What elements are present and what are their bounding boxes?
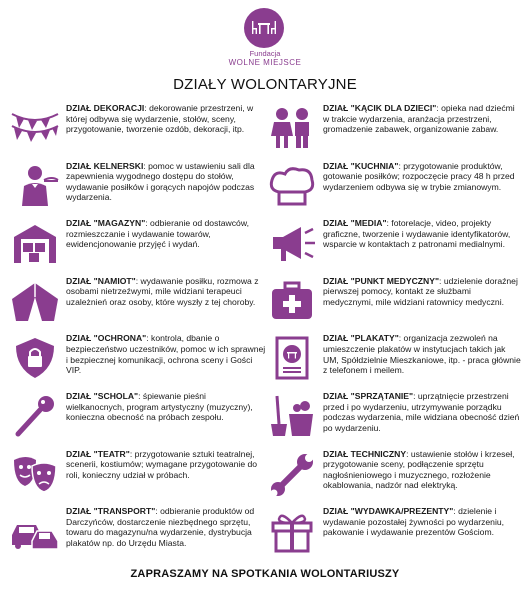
department-name: DZIAŁ "TEATR": [66, 448, 130, 459]
department-description: [323, 506, 523, 538]
department-desc: : przygotowanie produktów, gotowanie posiłków; rozpoczęcie pracy 48 h przed wydarzeniem odbywa się w trybie zmianowym.: [323, 160, 515, 192]
shield-lock-icon: [10, 336, 60, 380]
department-description: [323, 276, 523, 308]
gift-icon: [267, 509, 317, 553]
waiter-icon: [10, 164, 60, 208]
department-desc: : uprzątnięcie przestrzeni przed i po wydarzeniu, utrzymywanie porządku podczas wydarzenia, mile widziana obecność dzień po wydarzeniu.: [323, 390, 520, 433]
department-desc: : opieka nad dziećmi w trakcie wydarzenia, aranżacja przestrzeni, gromadzenie zabawek, organizowanie zabaw.: [323, 103, 515, 135]
department-description: [66, 391, 266, 423]
department-description: [66, 333, 266, 375]
department-desc: : dzielenie i wydawanie pozostałej żywności po wydarzeniu, pakowanie i wydawanie prezentów Gościom.: [323, 506, 505, 538]
department-desc: : dekorowanie przestrzeni, w której odbywa się wydarzenie, stołów, sceny, przygotowanie, tworzenie ozdób, dekoracji, itp.: [66, 103, 254, 135]
foundation-logo: [244, 8, 284, 48]
page-title: DZIAŁY WOLONTARYJNE: [173, 76, 357, 93]
tent-icon: [10, 279, 60, 323]
department-item: [8, 275, 270, 333]
cleaning-icon: [267, 394, 317, 438]
poster-icon: [267, 336, 317, 380]
first-aid-icon: [267, 279, 317, 323]
department-item: [8, 102, 270, 160]
department-item: [8, 505, 270, 563]
department-name: DZIAŁ "MAGAZYN": [66, 218, 146, 229]
table-chairs-icon: [244, 8, 284, 48]
department-item: [8, 332, 270, 390]
department-desc: : kontrola, dbanie o bezpieczeństwo uczestników, pomoc w ich sprawnej i bezpiecznej komunikacji, ochrona sceny i Gości VIP.: [66, 333, 266, 376]
bunting-icon: [10, 106, 60, 150]
department-desc: : wydawanie posiłku, rozmowa z osobami nietrzeźwymi, mile widziani terapeuci uzależnień oraz osoby, które wyszły z tej choroby.: [66, 275, 259, 307]
department-desc: : odbieranie od dostawców, rozmieszczanie i wydawanie towarów, ewidencjonowanie przyjęć i wydań.: [66, 218, 249, 250]
department-name: DZIAŁ TECHNICZNY: [323, 448, 407, 459]
department-item: [8, 390, 270, 448]
org-name-line1: Fundacja: [249, 49, 281, 58]
department-description: [66, 506, 266, 548]
department-description: [66, 449, 266, 481]
department-name: DZIAŁ "NAMIOT": [66, 275, 136, 286]
department-item: [265, 448, 527, 506]
wrench-icon: [267, 452, 317, 496]
department-name: DZIAŁ "SPRZĄTANIE": [323, 390, 414, 401]
department-description: [323, 449, 523, 491]
department-name: DZIAŁ "TRANSPORT": [66, 506, 156, 517]
department-desc: : organizacja zezwoleń na umieszczenie plakatów w instytucjach takich jak UM, Spółdzielnie Mieszkaniowe, itp. - praca głównie z telefonem i meilem.: [323, 333, 521, 376]
department-item: [265, 390, 527, 448]
department-name: DZIAŁ "SCHOLA": [66, 390, 139, 401]
cars-icon: [10, 509, 60, 553]
department-name: DZIAŁ "PUNKT MEDYCZNY": [323, 275, 440, 286]
department-description: [323, 218, 523, 250]
department-desc: : udzielenie doraźnej pierwszej pomocy, kontakt ze służbami medycznymi, mile widziani ratownicy medyczni.: [323, 275, 518, 307]
department-desc: : śpiewanie pieśni wielkanocnych, program artystyczny (muzyczny), konieczna obecność na próbach zespołu.: [66, 390, 253, 423]
department-description: [66, 276, 266, 308]
department-item: [8, 217, 270, 275]
org-name-line2: WOLNE MIEJSCE: [228, 58, 302, 67]
department-name: DZIAŁ "PLAKATY": [323, 333, 399, 344]
department-desc: : fotorelacje, video, projekty graficzne, tworzenie i wydawanie identyfikatorów, wsparcie w kontaktach z patronami medialnymi.: [323, 218, 511, 250]
department-item: [8, 160, 270, 218]
department-item: [265, 102, 527, 160]
department-item: [265, 217, 527, 275]
department-item: [265, 160, 527, 218]
department-description: [323, 161, 523, 193]
department-name: DZIAŁ "MEDIA": [323, 218, 387, 229]
department-name: DZIAŁ "KUCHNIA": [323, 160, 399, 171]
departments-right-column: [265, 102, 527, 563]
department-item: [265, 275, 527, 333]
chef-hat-icon: [267, 164, 317, 208]
department-description: [66, 161, 266, 203]
department-description: [66, 218, 266, 250]
children-icon: [267, 106, 317, 150]
megaphone-icon: [267, 221, 317, 265]
department-desc: : odbieranie produktów od Darczyńców, dostarczenie niezbędnego sprzętu, towaru do magazynu/na wydarzenie, dystrybucja plakatów np. do Urzędu Miasta.: [66, 506, 255, 548]
department-desc: : pomoc w ustawieniu sali dla zapewnienia wygodnego dostępu do stołów, wydawanie posiłków i gorących napojów podczas wydarzenia.: [66, 160, 255, 203]
department-item: [265, 505, 527, 563]
footer-invitation: ZAPRASZAMY NA SPOTKANIA WOLONTARIUSZY: [130, 568, 400, 580]
department-description: [323, 391, 523, 433]
department-item: [265, 332, 527, 390]
department-description: [323, 333, 523, 375]
department-name: DZIAŁ "WYDAWKA/PREZENTY": [323, 506, 454, 517]
department-description: [323, 103, 523, 135]
department-name: DZIAŁ KELNERSKI: [66, 160, 144, 171]
department-description: [66, 103, 266, 135]
warehouse-icon: [10, 221, 60, 265]
departments-left-column: [8, 102, 270, 563]
theater-masks-icon: [10, 452, 60, 496]
department-name: DZIAŁ "KĄCIK DLA DZIECI": [323, 103, 437, 113]
department-name: DZIAŁ "OCHRONA": [66, 333, 147, 344]
department-desc: : przygotowanie sztuki teatralnej, scenerii, kostiumów; wymagane przygotowanie do roli, konieczny udział w próbach.: [66, 448, 258, 480]
microphone-icon: [10, 394, 60, 438]
department-name: DZIAŁ DEKORACJI: [66, 103, 145, 113]
department-desc: : ustawienie stołów i krzeseł, przygotowanie sceny, podłączenie sprzętu nagłośnieniowego i muzycznego, rozłożenie okablowania, nadzór nad elektryką.: [323, 448, 515, 491]
department-item: [8, 448, 270, 506]
